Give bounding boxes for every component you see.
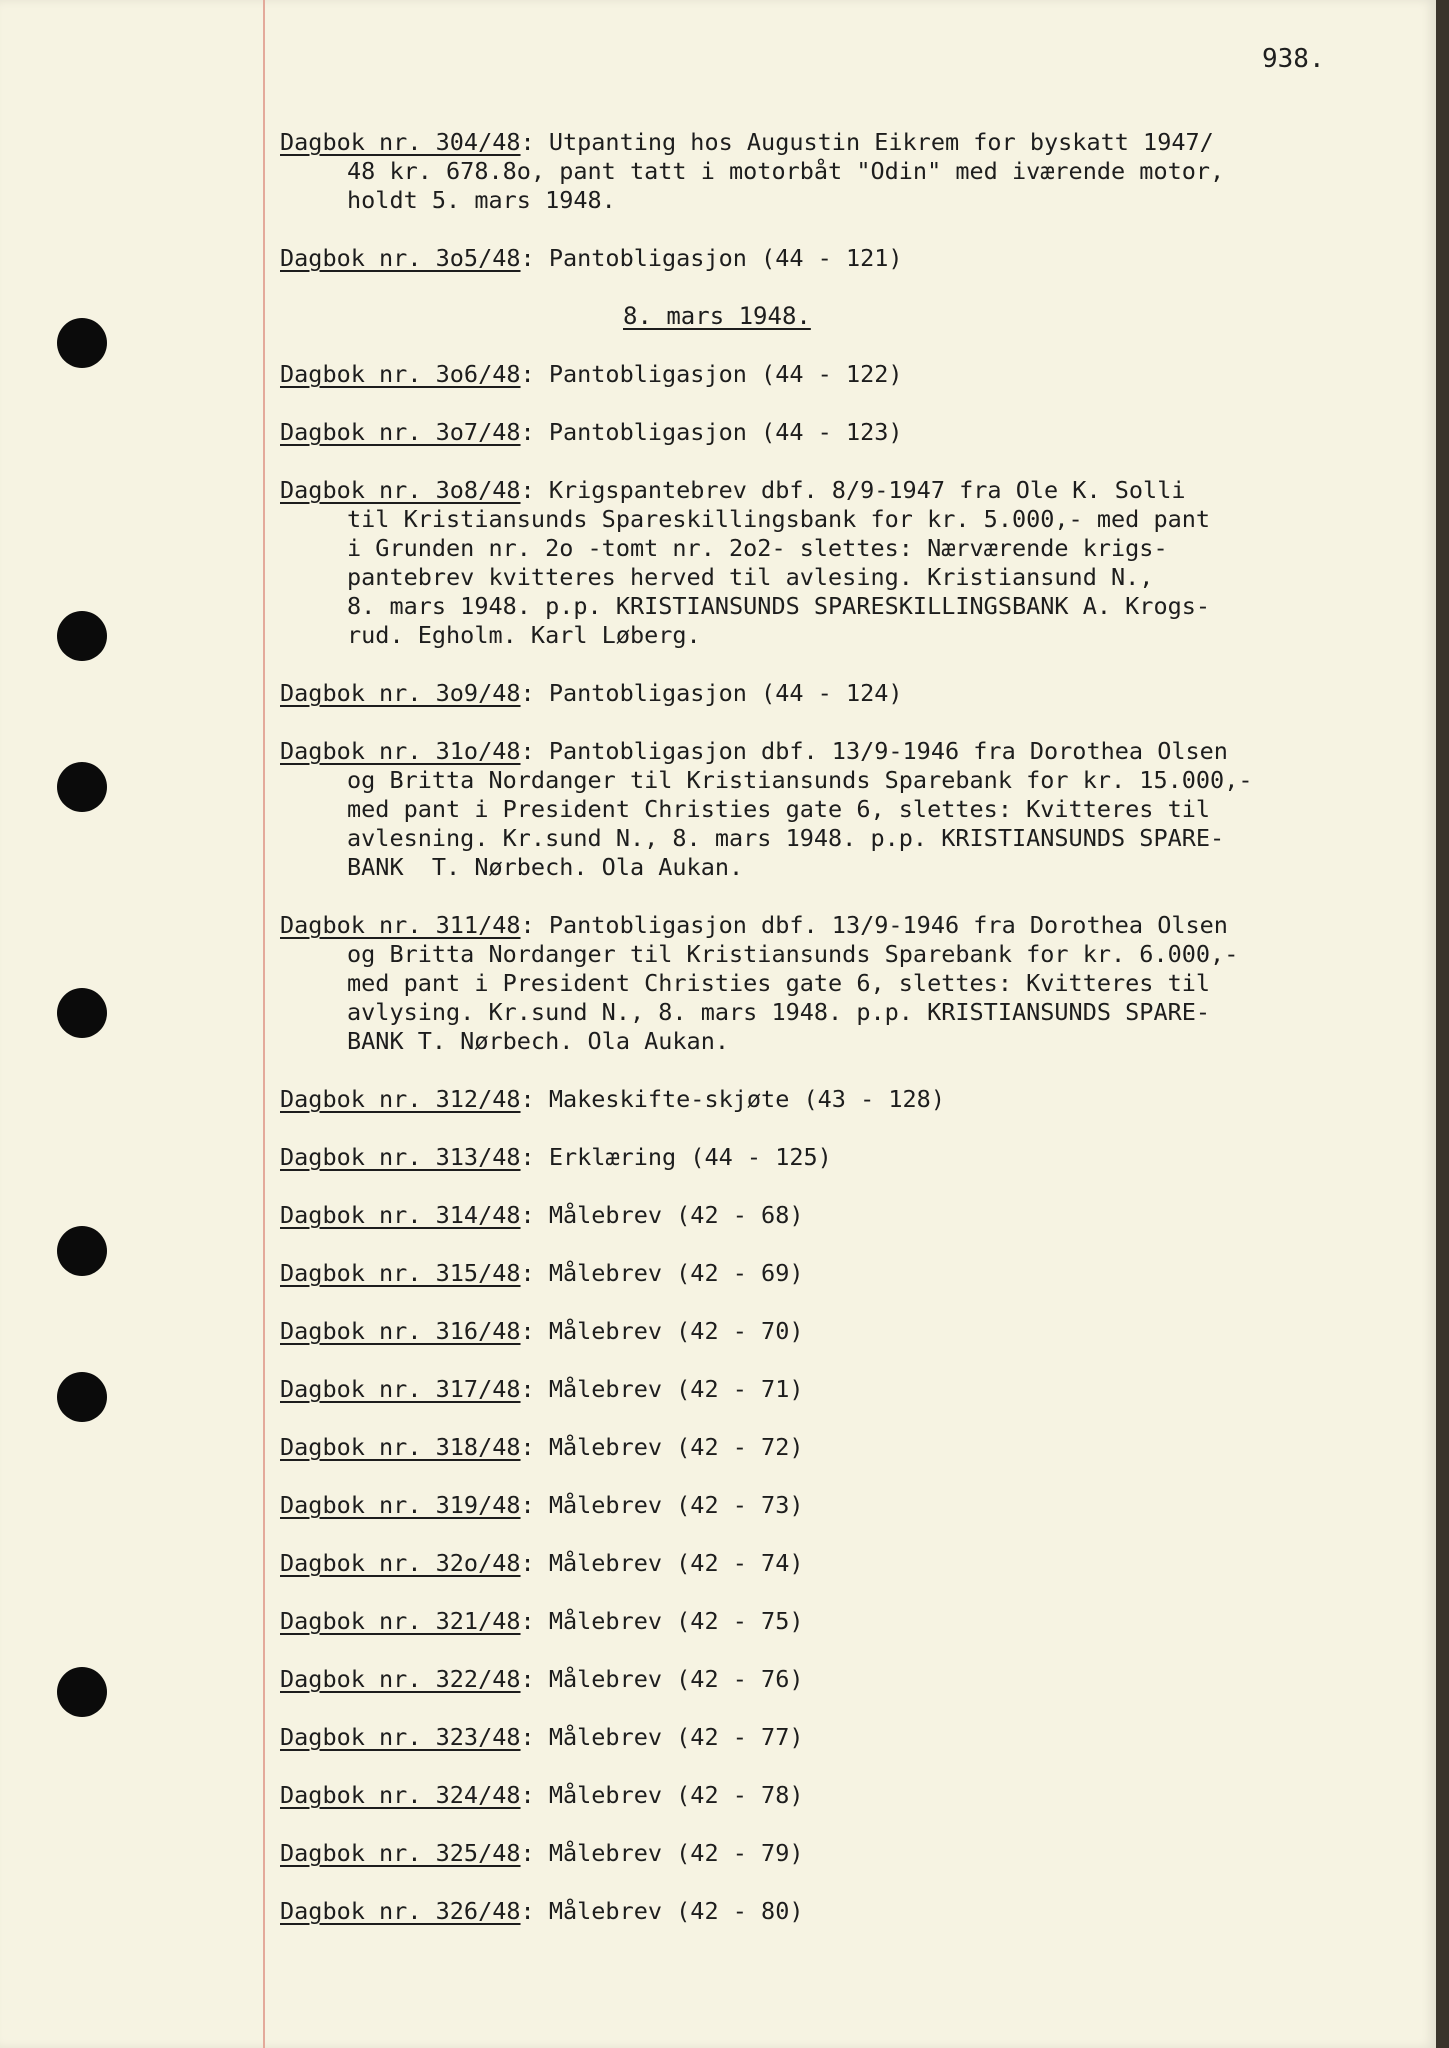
entry-first-line <box>280 1607 1420 1636</box>
entry-reference: Dagbok nr. 304/48 <box>280 128 521 156</box>
entry-text: : Målebrev (42 - 68) <box>520 1201 804 1229</box>
entry-reference: Dagbok nr. 321/48 <box>280 1607 521 1635</box>
entry-continuation-line: pantebrev kvitteres herved til avlesing. Kristiansund N., <box>347 563 1154 591</box>
entry-first-line <box>280 1433 1420 1462</box>
entry-text: : Målebrev (42 - 76) <box>520 1665 804 1693</box>
entry-text: : Målebrev (42 - 71) <box>520 1375 804 1403</box>
entry-first-line <box>280 911 1420 940</box>
journal-entry <box>280 737 1420 882</box>
entry-first-line <box>280 1143 1420 1172</box>
entry-first-line <box>280 1491 1420 1520</box>
entry-first-line <box>280 1259 1420 1288</box>
ledger-content <box>280 128 1420 1955</box>
entry-reference: Dagbok nr. 325/48 <box>280 1839 521 1867</box>
punch-hole <box>57 1667 107 1717</box>
entry-text: : Målebrev (42 - 78) <box>520 1781 804 1809</box>
entry-text: : Makeskifte-skjøte (43 - 128) <box>520 1085 945 1113</box>
punch-hole <box>57 988 107 1038</box>
entry-continuation-line: rud. Egholm. Karl Løberg. <box>347 621 701 649</box>
punch-hole <box>57 1226 107 1276</box>
punch-hole <box>57 1372 107 1422</box>
entry-first-line <box>280 1317 1420 1346</box>
entry-text: : Pantobligasjon dbf. 13/9-1946 fra Dorothea Olsen <box>520 737 1228 765</box>
journal-entry <box>280 1607 1420 1636</box>
entry-continuation-line: i Grunden nr. 2o -tomt nr. 2o2- slettes: Nærværende krigs- <box>347 534 1168 562</box>
entry-text: : Pantobligasjon (44 - 123) <box>520 418 903 446</box>
journal-entry <box>280 1723 1420 1752</box>
journal-entry <box>280 1781 1420 1810</box>
entry-continuation-line: til Kristiansunds Spareskillingsbank for kr. 5.000,- med pant <box>347 505 1211 533</box>
entry-text: : Målebrev (42 - 74) <box>520 1549 804 1577</box>
margin-rule <box>263 0 265 2048</box>
entry-first-line <box>280 1897 1420 1926</box>
entry-first-line <box>280 1723 1420 1752</box>
entry-reference: Dagbok nr. 3o9/48 <box>280 679 521 707</box>
entry-continuation-line: med pant i President Christies gate 6, slettes: Kvitteres til <box>347 795 1211 823</box>
entry-reference: Dagbok nr. 324/48 <box>280 1781 521 1809</box>
entry-first-line <box>280 360 1420 389</box>
journal-entry <box>280 1259 1420 1288</box>
entry-continuation-line: avlysing. Kr.sund N., 8. mars 1948. p.p. KRISTIANSUNDS SPARE- <box>347 998 1211 1026</box>
entry-reference: Dagbok nr. 316/48 <box>280 1317 521 1345</box>
entry-first-line <box>280 1665 1420 1694</box>
entry-first-line <box>280 679 1420 708</box>
date-heading: 8. mars 1948. <box>623 302 811 330</box>
entry-continuation-line: avlesning. Kr.sund N., 8. mars 1948. p.p. KRISTIANSUNDS SPARE- <box>347 824 1225 852</box>
entries-after-date <box>280 360 1420 1926</box>
entry-continuation-line: og Britta Nordanger til Kristiansunds Sparebank for kr. 6.000,- <box>347 940 1239 968</box>
entry-reference: Dagbok nr. 32o/48 <box>280 1549 521 1577</box>
entry-text: : Målebrev (42 - 75) <box>520 1607 804 1635</box>
entry-reference: Dagbok nr. 319/48 <box>280 1491 521 1519</box>
entry-first-line <box>280 1839 1420 1868</box>
journal-entry <box>280 1085 1420 1114</box>
journal-entry <box>280 1491 1420 1520</box>
entry-first-line <box>280 1781 1420 1810</box>
entry-text: : Utpanting hos Augustin Eikrem for byskatt 1947/ <box>520 128 1214 156</box>
entry-reference: Dagbok nr. 323/48 <box>280 1723 521 1751</box>
journal-entry <box>280 679 1420 708</box>
entry-continuation-line: BANK T. Nørbech. Ola Aukan. <box>347 1027 730 1055</box>
journal-entry <box>280 1897 1420 1926</box>
entry-text: : Målebrev (42 - 80) <box>520 1897 804 1925</box>
entry-reference: Dagbok nr. 314/48 <box>280 1201 521 1229</box>
entry-first-line <box>280 737 1420 766</box>
entry-text: : Målebrev (42 - 79) <box>520 1839 804 1867</box>
page-edge-shadow <box>1436 0 1449 2048</box>
entry-text: : Pantobligasjon dbf. 13/9-1946 fra Dorothea Olsen <box>520 911 1228 939</box>
journal-entry <box>280 476 1420 650</box>
entry-text: : Målebrev (42 - 73) <box>520 1491 804 1519</box>
entry-text: : Pantobligasjon (44 - 121) <box>520 244 903 272</box>
entry-reference: Dagbok nr. 3o7/48 <box>280 418 521 446</box>
entry-continuation-line: 48 kr. 678.8o, pant tatt i motorbåt "Odin" med iværende motor, <box>347 157 1225 185</box>
entry-text: : Pantobligasjon (44 - 124) <box>520 679 903 707</box>
journal-entry <box>280 1839 1420 1868</box>
journal-entry <box>280 911 1420 1056</box>
punch-hole <box>57 318 107 368</box>
entry-reference: Dagbok nr. 317/48 <box>280 1375 521 1403</box>
journal-entry <box>280 1549 1420 1578</box>
journal-entry <box>280 1143 1420 1172</box>
entry-reference: Dagbok nr. 322/48 <box>280 1665 521 1693</box>
entry-first-line <box>280 1201 1420 1230</box>
entry-reference: Dagbok nr. 318/48 <box>280 1433 521 1461</box>
entry-text: : Målebrev (42 - 69) <box>520 1259 804 1287</box>
entry-reference: Dagbok nr. 326/48 <box>280 1897 521 1925</box>
entry-reference: Dagbok nr. 311/48 <box>280 911 521 939</box>
journal-entry <box>280 1201 1420 1230</box>
entries-before-date <box>280 128 1420 273</box>
entry-text: : Pantobligasjon (44 - 122) <box>520 360 903 388</box>
entry-first-line <box>280 244 1420 273</box>
journal-entry <box>280 1317 1420 1346</box>
entry-first-line <box>280 476 1420 505</box>
journal-entry <box>280 1665 1420 1694</box>
entry-text: : Målebrev (42 - 77) <box>520 1723 804 1751</box>
entry-first-line <box>280 128 1420 157</box>
entry-reference: Dagbok nr. 31o/48 <box>280 737 521 765</box>
entry-reference: Dagbok nr. 3o6/48 <box>280 360 521 388</box>
entry-text: : Erklæring (44 - 125) <box>520 1143 832 1171</box>
entry-text: : Krigspantebrev dbf. 8/9-1947 fra Ole K. Solli <box>520 476 1186 504</box>
punch-hole <box>57 611 107 661</box>
entry-reference: Dagbok nr. 313/48 <box>280 1143 521 1171</box>
entry-first-line <box>280 418 1420 447</box>
journal-entry <box>280 128 1420 215</box>
journal-entry <box>280 244 1420 273</box>
entry-reference: Dagbok nr. 3o8/48 <box>280 476 521 504</box>
journal-entry <box>280 1375 1420 1404</box>
entry-continuation-line: og Britta Nordanger til Kristiansunds Sparebank for kr. 15.000,- <box>347 766 1253 794</box>
entry-continuation-line: holdt 5. mars 1948. <box>347 186 616 214</box>
entry-reference: Dagbok nr. 312/48 <box>280 1085 521 1113</box>
journal-entry <box>280 1433 1420 1462</box>
entry-first-line <box>280 1549 1420 1578</box>
entry-text: : Målebrev (42 - 70) <box>520 1317 804 1345</box>
entry-continuation-line: BANK T. Nørbech. Ola Aukan. <box>347 853 744 881</box>
entry-first-line <box>280 1375 1420 1404</box>
page-number: 938. <box>1262 44 1325 74</box>
journal-entry <box>280 418 1420 447</box>
journal-entry <box>280 360 1420 389</box>
entry-first-line <box>280 1085 1420 1114</box>
entry-continuation-line: 8. mars 1948. p.p. KRISTIANSUNDS SPARESKILLINGSBANK A. Krogs- <box>347 592 1211 620</box>
entry-continuation-line: med pant i President Christies gate 6, slettes: Kvitteres til <box>347 969 1211 997</box>
entry-text: : Målebrev (42 - 72) <box>520 1433 804 1461</box>
entry-reference: Dagbok nr. 3o5/48 <box>280 244 521 272</box>
punch-hole <box>57 762 107 812</box>
entry-reference: Dagbok nr. 315/48 <box>280 1259 521 1287</box>
